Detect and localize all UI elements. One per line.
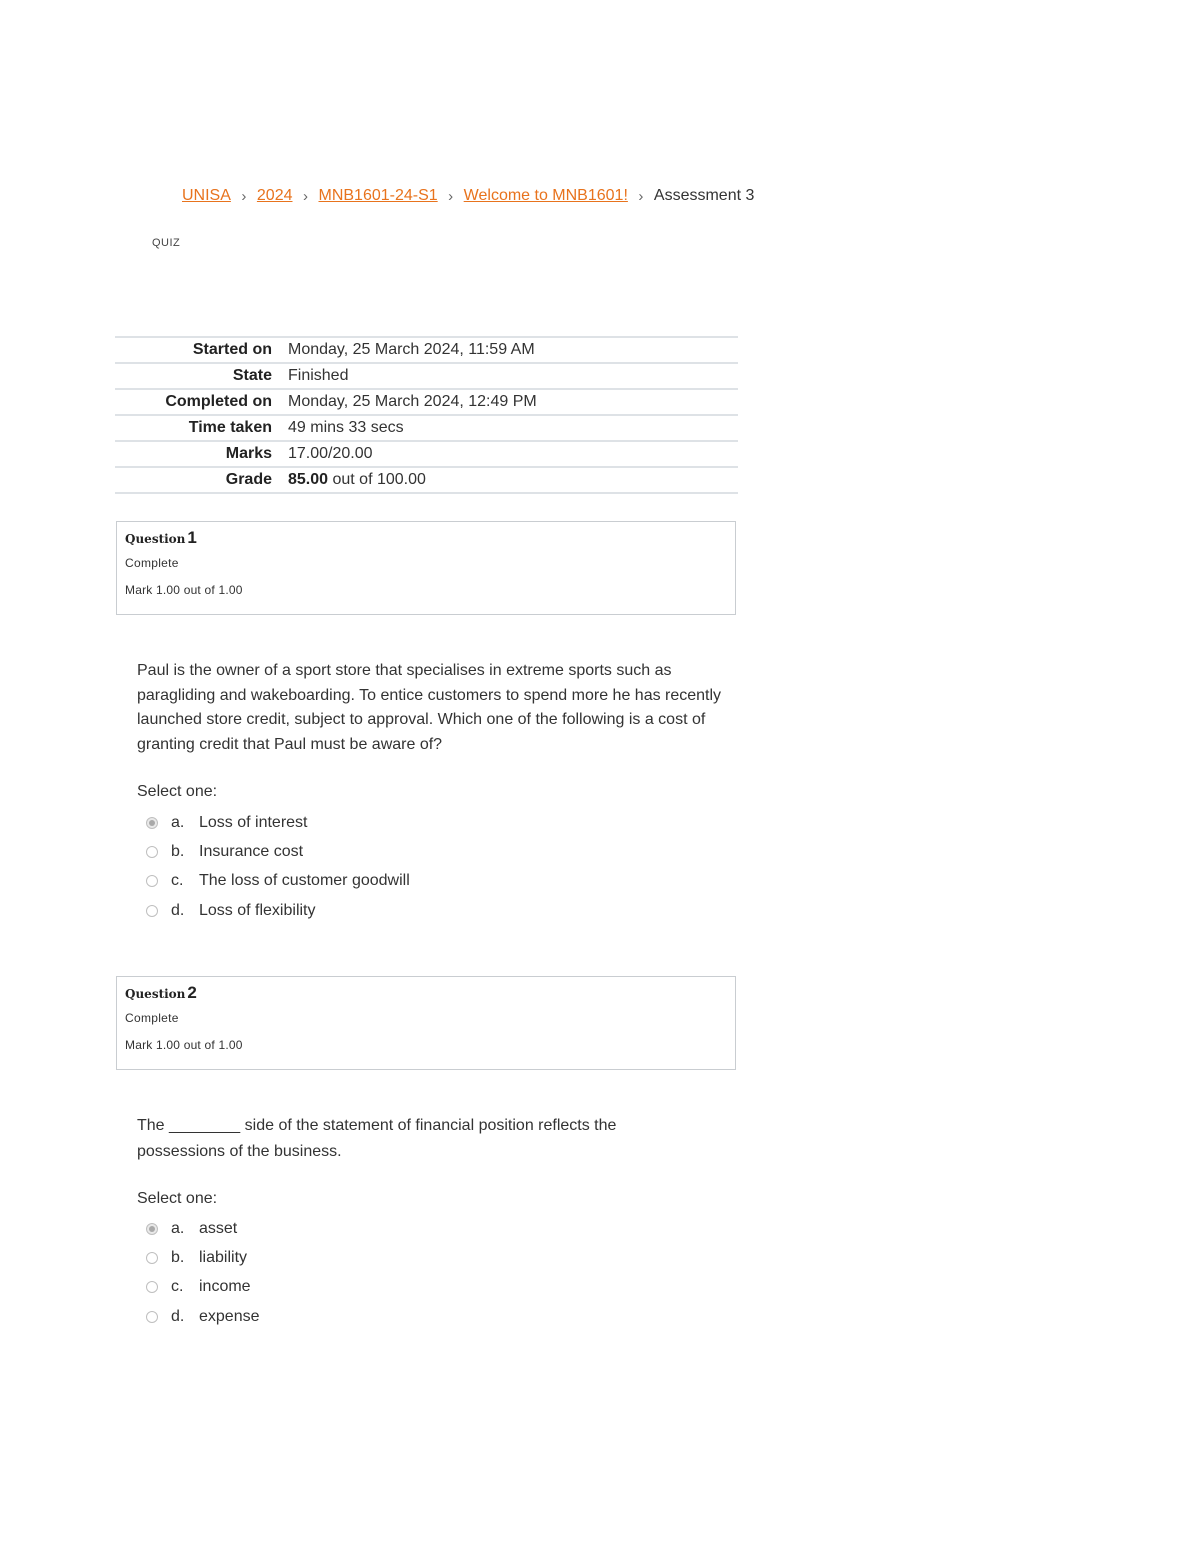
chevron-right-icon: › — [638, 187, 644, 205]
question-mark: Mark 1.00 out of 1.00 — [125, 583, 243, 597]
summary-label: State — [232, 367, 272, 384]
chevron-right-icon: › — [303, 187, 308, 205]
breadcrumb-link-year[interactable]: 2024 — [256, 187, 293, 204]
answer-text: The loss of customer goodwill — [199, 872, 410, 890]
summary-label: Marks — [225, 445, 272, 462]
summary-row-grade — [115, 467, 738, 493]
question-state: Complete — [125, 556, 179, 570]
radio-button[interactable] — [146, 905, 158, 917]
answer-text: Insurance cost — [199, 842, 304, 860]
question-number: Question 1 — [125, 528, 197, 547]
answer-list — [146, 808, 410, 925]
grade-score: 85.00 — [288, 471, 329, 488]
summary-row — [115, 337, 738, 363]
answer-option[interactable] — [146, 896, 410, 925]
page-subtitle: QUIZ — [152, 237, 181, 249]
answer-letter: c. — [171, 872, 184, 890]
summary-row — [115, 441, 738, 467]
radio-button[interactable] — [146, 1252, 158, 1264]
breadcrumb-link-course[interactable]: MNB1601-24-S1 — [318, 187, 438, 204]
grade-outof: out of 100.00 — [328, 471, 426, 488]
answer-text: Loss of interest — [199, 813, 308, 831]
answer-option[interactable] — [146, 1243, 260, 1272]
chevron-right-icon: › — [241, 187, 247, 205]
question-state: Complete — [125, 1011, 179, 1025]
radio-button[interactable] — [146, 1223, 158, 1235]
question-number: Question 2 — [125, 983, 197, 1002]
summary-value: Monday, 25 March 2024, 11:59 AM — [288, 341, 535, 358]
radio-button[interactable] — [146, 1311, 158, 1323]
answer-letter: a. — [171, 813, 185, 831]
answer-text: asset — [199, 1219, 238, 1237]
summary-label: Started on — [192, 341, 272, 358]
summary-value — [288, 467, 738, 493]
radio-button[interactable] — [146, 846, 158, 858]
summary-value: Finished — [288, 367, 349, 384]
chevron-right-icon: › — [448, 187, 454, 205]
breadcrumb-link-unisa[interactable]: UNISA — [182, 187, 231, 204]
answer-option[interactable] — [146, 1273, 260, 1302]
question-text: The ________ side of the statement of financial position reflects the possessions of the business. — [137, 1117, 617, 1160]
answer-text: Loss of flexibility — [199, 901, 316, 919]
select-one-prompt: Select one: — [137, 783, 218, 800]
summary-label: Completed on — [165, 393, 272, 410]
answer-option[interactable] — [146, 867, 410, 896]
answer-letter: b. — [171, 842, 185, 860]
answer-text: liability — [199, 1248, 248, 1266]
answer-option[interactable] — [146, 808, 410, 837]
answer-letter: c. — [171, 1278, 184, 1296]
summary-value: 17.00/20.00 — [288, 445, 373, 462]
answer-list — [146, 1214, 260, 1331]
answer-letter: a. — [171, 1219, 185, 1237]
radio-button[interactable] — [146, 1281, 158, 1293]
summary-value: Monday, 25 March 2024, 12:49 PM — [288, 393, 537, 410]
attempt-summary-table — [115, 336, 738, 494]
breadcrumb-link-section[interactable]: Welcome to MNB1601! — [463, 187, 628, 204]
summary-label: Grade — [225, 471, 272, 488]
select-one-prompt: Select one: — [137, 1190, 218, 1207]
summary-value: 49 mins 33 secs — [288, 419, 404, 436]
radio-button[interactable] — [146, 875, 158, 887]
radio-button[interactable] — [146, 817, 158, 829]
summary-label: Time taken — [188, 419, 272, 436]
breadcrumb-current: Assessment 3 — [653, 187, 755, 204]
answer-text: income — [199, 1278, 251, 1296]
answer-option[interactable] — [146, 1214, 260, 1243]
question-text: Paul is the owner of a sport store that specialises in extreme sports such as paragliding and wakeboarding. To entice customers to spend more he has recently launched store credit, subject to approval. Which one of the following is a cost of granting credit that Paul must be aware of? — [137, 662, 722, 753]
question-info-box — [116, 976, 736, 1070]
summary-row — [115, 389, 738, 415]
summary-row — [115, 415, 738, 441]
answer-option[interactable] — [146, 837, 410, 866]
answer-letter: d. — [171, 901, 185, 919]
summary-row — [115, 363, 738, 389]
answer-text: expense — [199, 1307, 260, 1325]
question-mark: Mark 1.00 out of 1.00 — [125, 1038, 243, 1052]
question-info-box — [116, 521, 736, 615]
answer-option[interactable] — [146, 1302, 260, 1331]
answer-letter: d. — [171, 1307, 185, 1325]
answer-letter: b. — [171, 1248, 185, 1266]
breadcrumb — [182, 184, 754, 208]
